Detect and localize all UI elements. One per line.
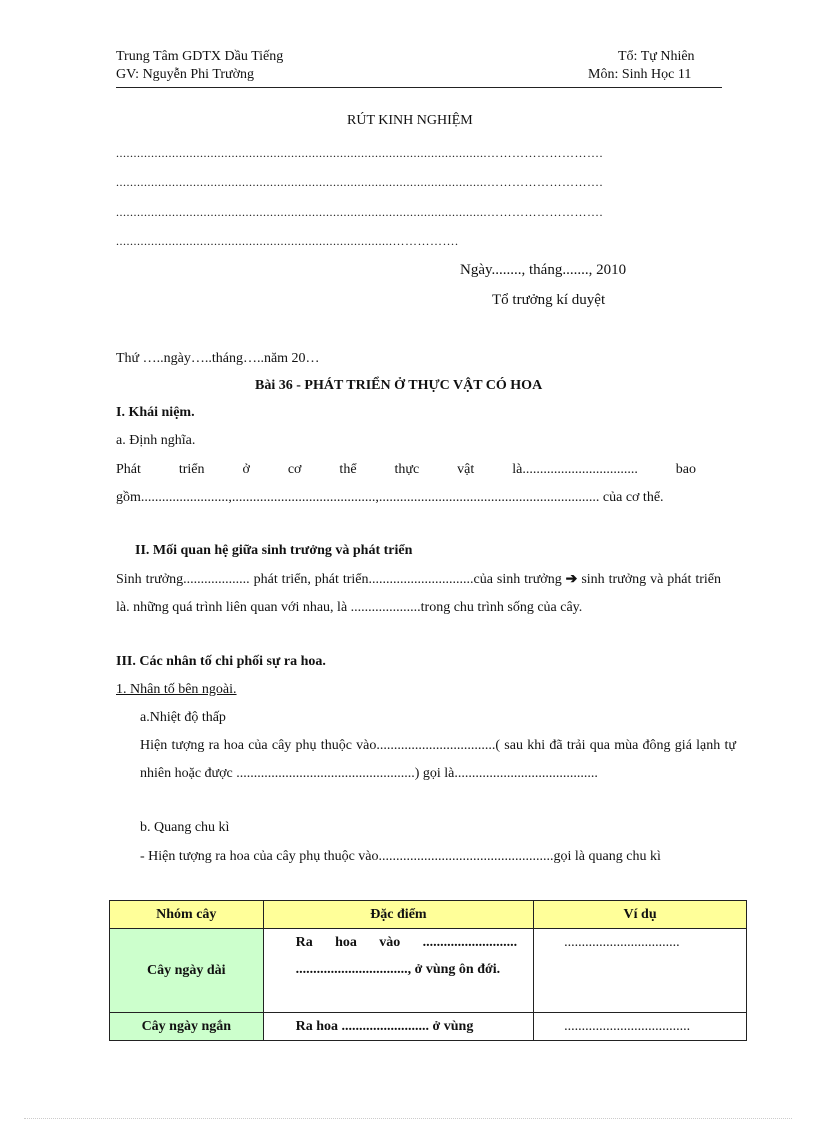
- example-cell: .................................: [534, 929, 747, 1013]
- relation-paragraph: [116, 566, 721, 622]
- vernalization-paragraph: Hiện tượng ra hoa của cây phụ thuộc vào..................................( sau khi đã trải qua mùa đông giá lạnh tự nhiên hoặc được ...................................................) gọi là.........................................: [140, 738, 736, 781]
- relation-text-1: Sinh trưởng................... phát triển, phát triển..............................của sinh trưởng: [116, 572, 562, 587]
- plant-group-table: [109, 900, 747, 1041]
- feature-cell: Ra hoa vào ........................... ................................, ở vùng ôn đới.: [263, 929, 534, 1013]
- external-factors-heading: 1. Nhân tố bên ngoài.: [116, 682, 237, 697]
- review-line-2: ..........................................................................................................……………………….: [116, 175, 603, 189]
- lesson-date: Thứ …..ngày…..tháng…..năm 20…: [116, 351, 320, 366]
- relation-text-2: sinh trưởng và phát triển là. những quá trình liên quan với nhau, là ....................trong chu trình sống của cây.: [116, 572, 722, 615]
- table-row: [110, 929, 747, 1013]
- review-line-1: ..........................................................................................................……………………….: [116, 146, 603, 160]
- feature-cell: Ra hoa ......................... ở vùng: [263, 1013, 534, 1041]
- table-row: [110, 1013, 747, 1041]
- lesson-title: Bài 36 - PHÁT TRIỂN Ở THỰC VẬT CÓ HOA: [255, 378, 543, 393]
- review-title: RÚT KINH NGHIỆM: [347, 113, 473, 128]
- column-header: Ví dụ: [534, 901, 747, 929]
- page-bottom-border: [24, 1118, 792, 1119]
- arrow-icon: ➔: [565, 572, 578, 587]
- section-1-heading: I. Khái niệm.: [116, 405, 195, 420]
- section-1-subheading: a. Định nghĩa.: [116, 433, 196, 448]
- photoperiod-paragraph: - Hiện tượng ra hoa của cây phụ thuộc vào..................................................gọi là quang chu kì: [140, 849, 661, 864]
- review-date: Ngày........, tháng......., 2010: [460, 262, 627, 278]
- low-temperature-heading: a.Nhiệt độ thấp: [140, 710, 226, 725]
- definition-paragraph: Phát triển ở cơ thể thực vật là................................. bao gồm.........................,.........................................,............................................................... của cơ thể.: [116, 462, 696, 505]
- group-name: Tổ: Tự Nhiên: [618, 49, 695, 64]
- approval-label: Tổ trưởng kí duyệt: [492, 292, 606, 308]
- plant-group-cell: Cây ngày ngắn: [110, 1013, 264, 1041]
- example-cell: ....................................: [534, 1013, 747, 1041]
- subject-name: Môn: Sinh Học 11: [588, 67, 692, 82]
- plant-group-cell: Cây ngày dài: [110, 929, 264, 1013]
- column-header: Nhóm cây: [110, 901, 264, 929]
- column-header: Đặc điểm: [263, 901, 534, 929]
- section-3-heading: III. Các nhân tố chi phối sự ra hoa.: [116, 654, 326, 669]
- header-rule: [116, 87, 722, 88]
- review-line-4: ...............................................................................…………….: [116, 234, 459, 248]
- teacher-name: GV: Nguyễn Phi Trường: [116, 67, 255, 82]
- review-line-3: ..........................................................................................................……………………….: [116, 205, 603, 219]
- school-name: Trung Tâm GDTX Dầu Tiếng: [116, 49, 284, 64]
- table-header-row: [110, 901, 747, 929]
- section-2-heading: II. Mối quan hệ giữa sinh trưởng và phát triển: [135, 543, 413, 558]
- photoperiod-heading: b. Quang chu kì: [140, 820, 230, 835]
